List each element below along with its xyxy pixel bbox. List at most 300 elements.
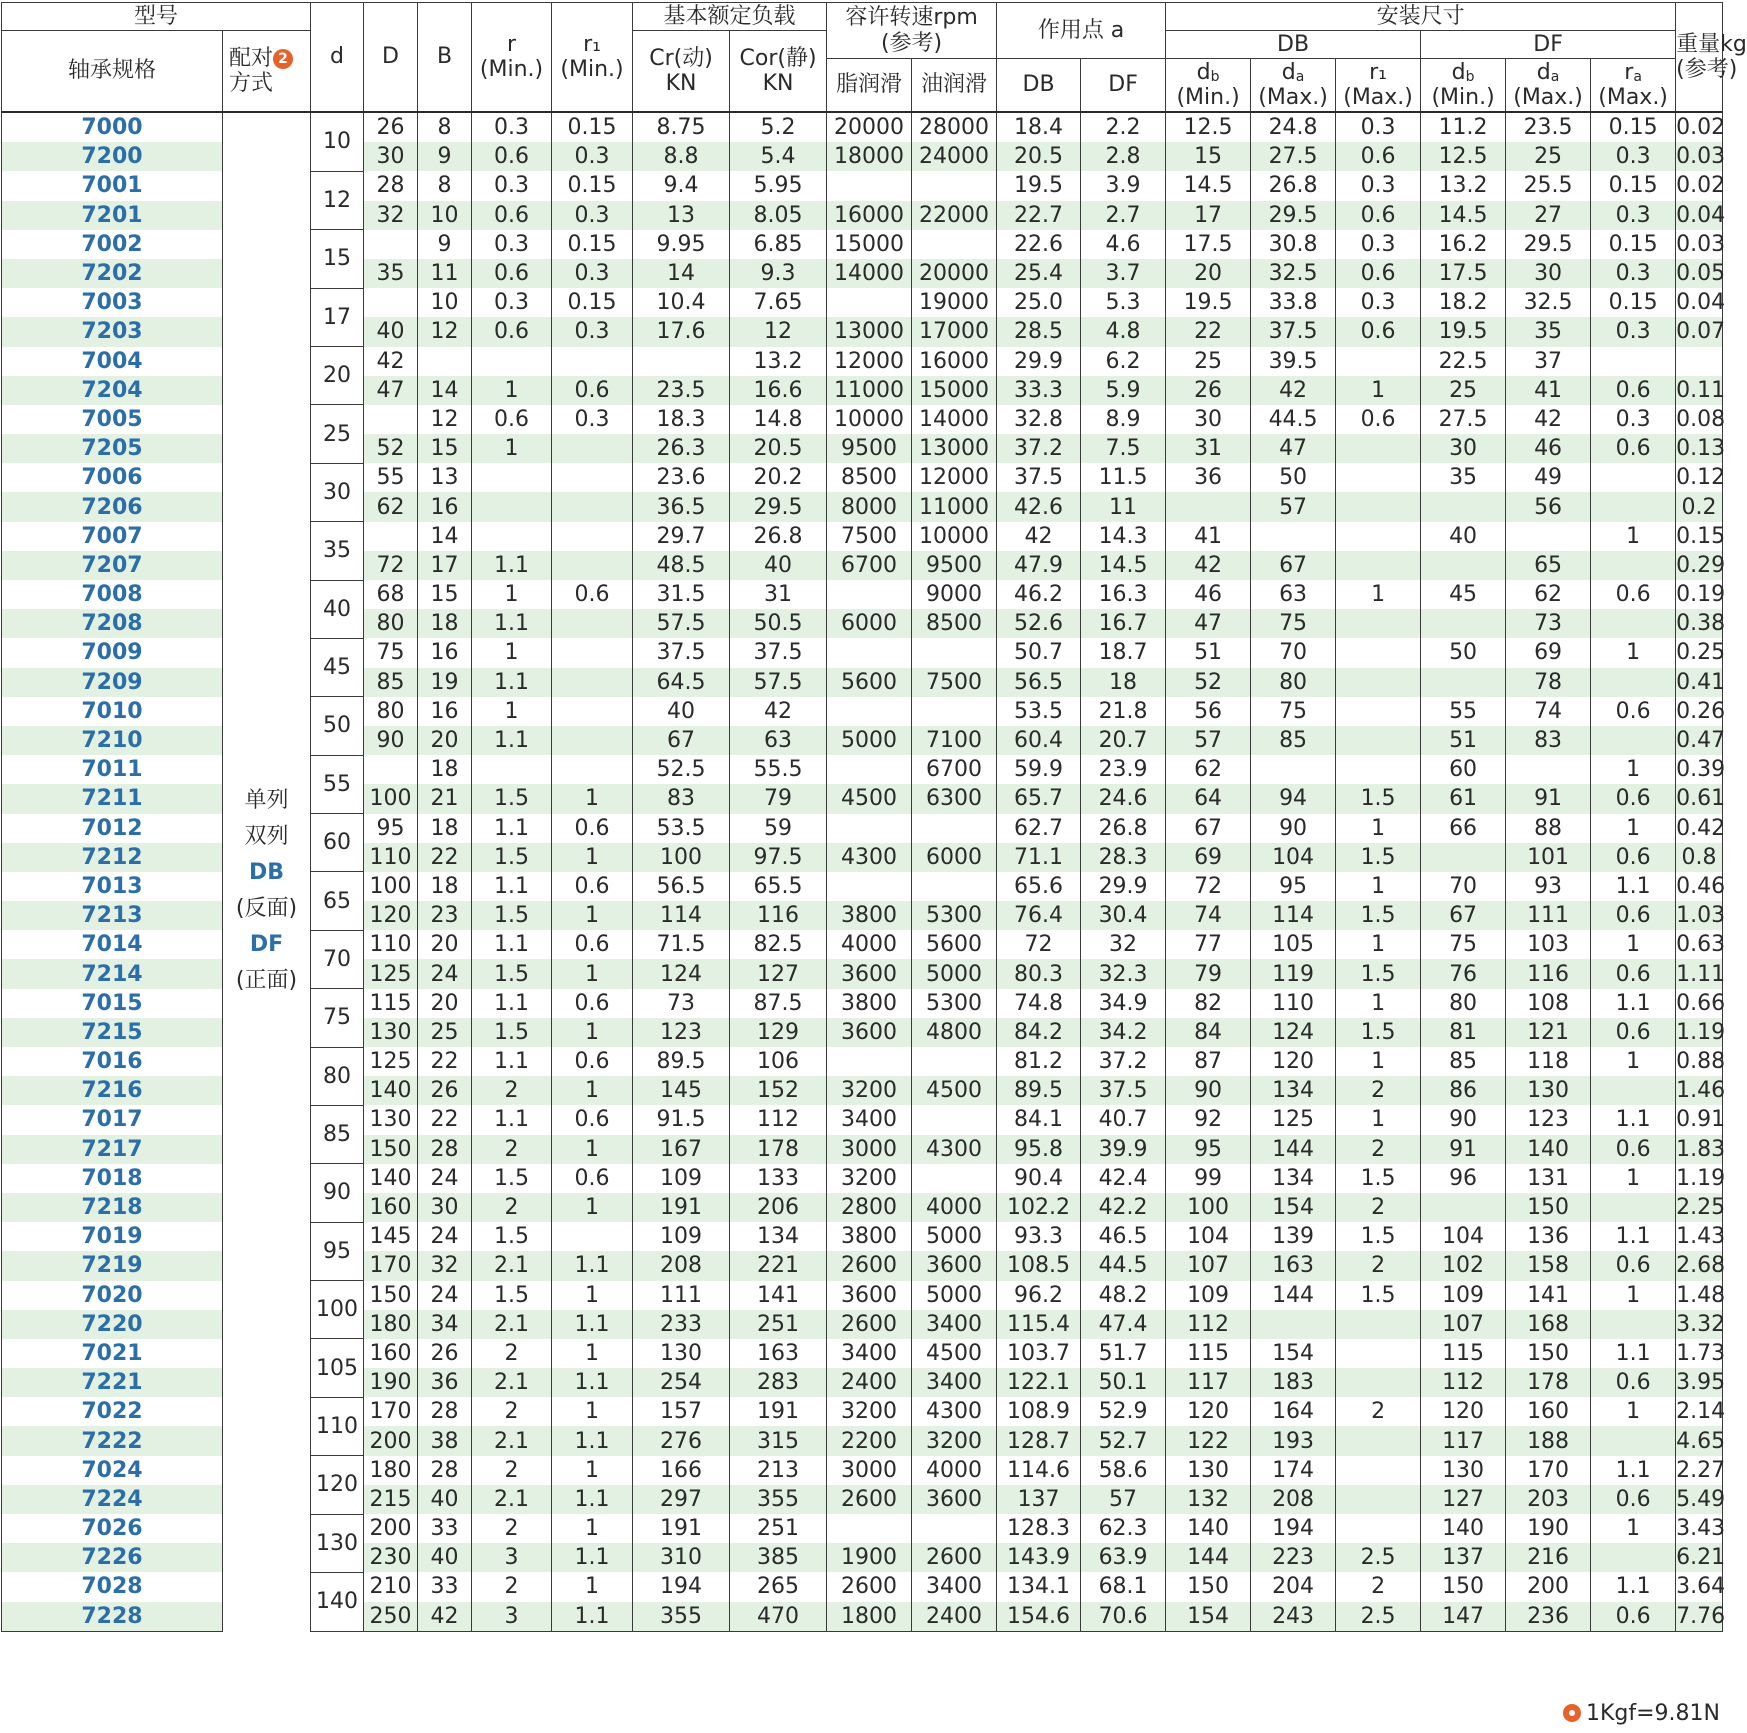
r1-cell: 1.1 — [552, 1310, 633, 1339]
cor-cell: 251 — [730, 1514, 827, 1543]
db-db-cell: 30 — [1166, 405, 1251, 434]
grease-speed-cell: 3800 — [827, 901, 912, 930]
oil-speed-cell: 2600 — [912, 1543, 997, 1572]
r-cell: 1.5 — [472, 959, 552, 988]
D-cell: 95 — [364, 814, 418, 843]
weight-cell: 0.91 — [1676, 1105, 1723, 1134]
weight-cell: 6.21 — [1676, 1543, 1723, 1572]
r1-cell: 1 — [552, 843, 633, 872]
db-da-cell: 183 — [1251, 1368, 1336, 1397]
a-df-cell: 18 — [1081, 668, 1166, 697]
df-da-cell: 23.5 — [1506, 112, 1591, 142]
db-da-cell: 134 — [1251, 1076, 1336, 1105]
a-db-cell: 137 — [997, 1485, 1081, 1514]
cor-cell: 16.6 — [730, 376, 827, 405]
B-cell: 20 — [418, 726, 472, 755]
cor-cell: 20.5 — [730, 434, 827, 463]
df-ra-cell: 1.1 — [1591, 1456, 1676, 1485]
weight-cell: 2.25 — [1676, 1193, 1723, 1222]
r-cell: 1.5 — [472, 784, 552, 813]
db-da-header: da (Max.) — [1251, 59, 1336, 113]
a-db-cell: 37.5 — [997, 463, 1081, 492]
grease-speed-cell — [827, 288, 912, 317]
db-db-cell: 117 — [1166, 1368, 1251, 1397]
model-cell: 7015 — [2, 989, 223, 1018]
cor-cell: 65.5 — [730, 872, 827, 901]
db-da-cell: 90 — [1251, 814, 1336, 843]
db-r1-cell: 1.5 — [1336, 1018, 1421, 1047]
a-db-cell: 84.1 — [997, 1105, 1081, 1134]
D-cell: 140 — [364, 1164, 418, 1193]
db-db-cell: 15 — [1166, 142, 1251, 171]
model-cell: 7205 — [2, 434, 223, 463]
r1-cell: 0.3 — [552, 317, 633, 346]
B-cell: 24 — [418, 1164, 472, 1193]
cr-cell: 37.5 — [633, 638, 730, 667]
df-ra-cell: 0.6 — [1591, 1018, 1676, 1047]
db-da-cell: 125 — [1251, 1105, 1336, 1134]
cor-cell: 470 — [730, 1602, 827, 1632]
db-r1-cell: 2.5 — [1336, 1602, 1421, 1632]
D-cell: 180 — [364, 1310, 418, 1339]
grease-speed-cell: 2400 — [827, 1368, 912, 1397]
weight-cell: 0.88 — [1676, 1047, 1723, 1076]
B-cell: 22 — [418, 843, 472, 872]
weight-cell: 1.48 — [1676, 1281, 1723, 1310]
db-r1-cell: 0.3 — [1336, 230, 1421, 259]
oil-speed-cell — [912, 1105, 997, 1134]
r-cell: 2.1 — [472, 1368, 552, 1397]
B-cell: 20 — [418, 989, 472, 1018]
D-cell: 130 — [364, 1105, 418, 1134]
a-df-cell: 4.8 — [1081, 317, 1166, 346]
a-df-cell: 46.5 — [1081, 1222, 1166, 1251]
B-cell: 40 — [418, 1543, 472, 1572]
a-df-cell: 26.8 — [1081, 814, 1166, 843]
model-cell: 7219 — [2, 1251, 223, 1280]
df-ra-cell: 1 — [1591, 1164, 1676, 1193]
db-da-cell: 144 — [1251, 1135, 1336, 1164]
grease-speed-cell: 18000 — [827, 142, 912, 171]
D-cell: 125 — [364, 959, 418, 988]
cr-cell: 23.5 — [633, 376, 730, 405]
r-cell — [472, 347, 552, 376]
D-cell: 32 — [364, 201, 418, 230]
model-cell: 7017 — [2, 1105, 223, 1134]
db-db-cell — [1166, 492, 1251, 521]
a-db-cell: 60.4 — [997, 726, 1081, 755]
cr-cell: 31.5 — [633, 580, 730, 609]
db-r1-cell — [1336, 492, 1421, 521]
a-db-cell: 74.8 — [997, 989, 1081, 1018]
cr-cell: 355 — [633, 1602, 730, 1632]
r1-cell: 1 — [552, 1018, 633, 1047]
grease-speed-cell: 2600 — [827, 1485, 912, 1514]
D-cell: 125 — [364, 1047, 418, 1076]
oil-speed-cell: 9000 — [912, 580, 997, 609]
df-da-cell: 170 — [1506, 1456, 1591, 1485]
oil-speed-cell: 3600 — [912, 1251, 997, 1280]
oil-speed-cell — [912, 1047, 997, 1076]
db-da-cell: 75 — [1251, 609, 1336, 638]
grease-speed-cell: 10000 — [827, 405, 912, 434]
cor-cell: 42 — [730, 697, 827, 726]
cor-cell: 59 — [730, 814, 827, 843]
a-db-cell: 122.1 — [997, 1368, 1081, 1397]
db-r1-cell: 2 — [1336, 1193, 1421, 1222]
a-df-cell: 34.2 — [1081, 1018, 1166, 1047]
cr-cell: 233 — [633, 1310, 730, 1339]
db-da-cell: 105 — [1251, 930, 1336, 959]
db-r1-cell: 2 — [1336, 1251, 1421, 1280]
db-r1-cell: 1 — [1336, 1047, 1421, 1076]
db-r1-cell: 1.5 — [1336, 843, 1421, 872]
db-r1-cell: 0.6 — [1336, 317, 1421, 346]
df-da-cell: 140 — [1506, 1135, 1591, 1164]
db-db-cell: 17 — [1166, 201, 1251, 230]
cor-cell: 251 — [730, 1310, 827, 1339]
weight-cell: 0.47 — [1676, 726, 1723, 755]
db-da-cell: 144 — [1251, 1281, 1336, 1310]
grease-speed-cell: 3000 — [827, 1456, 912, 1485]
pair-mode-df-label: (正面) — [235, 968, 298, 993]
weight-cell: 0.63 — [1676, 930, 1723, 959]
oil-speed-cell: 14000 — [912, 405, 997, 434]
df-db-cell: 22.5 — [1421, 347, 1506, 376]
db-da-cell: 163 — [1251, 1251, 1336, 1280]
weight-cell: 1.46 — [1676, 1076, 1723, 1105]
grease-speed-cell — [827, 755, 912, 784]
cr-cell: 67 — [633, 726, 730, 755]
df-da-cell: 35 — [1506, 317, 1591, 346]
a-db-cell: 128.7 — [997, 1426, 1081, 1455]
bore-d-cell: 110 — [311, 1397, 364, 1455]
df-da-cell: 32.5 — [1506, 288, 1591, 317]
cor-cell: 40 — [730, 551, 827, 580]
df-db-cell — [1421, 609, 1506, 638]
r1-cell — [552, 1222, 633, 1251]
model-cell: 7212 — [2, 843, 223, 872]
cor-cell: 163 — [730, 1339, 827, 1368]
a-db-cell: 28.5 — [997, 317, 1081, 346]
df-db-cell: 51 — [1421, 726, 1506, 755]
cor-cell: 5.4 — [730, 142, 827, 171]
df-da-cell: 136 — [1506, 1222, 1591, 1251]
db-db-cell: 47 — [1166, 609, 1251, 638]
df-da-cell: 150 — [1506, 1339, 1591, 1368]
model-cell: 7013 — [2, 872, 223, 901]
df-ra-cell — [1591, 609, 1676, 638]
df-da-cell: 83 — [1506, 726, 1591, 755]
cr-cell: 13 — [633, 201, 730, 230]
cor-cell: 12 — [730, 317, 827, 346]
a-db-cell: 18.4 — [997, 112, 1081, 142]
db-r1-cell: 1 — [1336, 989, 1421, 1018]
df-da-cell: 25.5 — [1506, 171, 1591, 200]
model-cell: 7214 — [2, 959, 223, 988]
r1-cell: 1 — [552, 901, 633, 930]
db-da-cell: 120 — [1251, 1047, 1336, 1076]
oil-speed-cell: 9500 — [912, 551, 997, 580]
oil-header: 油润滑 — [912, 59, 997, 113]
df-db-cell: 12.5 — [1421, 142, 1506, 171]
oil-speed-cell: 3400 — [912, 1368, 997, 1397]
r-cell: 1.1 — [472, 609, 552, 638]
db-db-cell: 150 — [1166, 1572, 1251, 1601]
df-ra-cell: 1.1 — [1591, 872, 1676, 901]
cr-cell: 111 — [633, 1281, 730, 1310]
d-header: d — [311, 3, 364, 113]
weight-cell: 0.2 — [1676, 492, 1723, 521]
D-cell — [364, 288, 418, 317]
D-cell: 250 — [364, 1602, 418, 1632]
cr-cell: 26.3 — [633, 434, 730, 463]
cor-header: Cor(静) KN — [730, 31, 827, 113]
df-ra-cell: 1 — [1591, 522, 1676, 551]
r1-cell: 0.6 — [552, 376, 633, 405]
D-cell: 160 — [364, 1193, 418, 1222]
B-cell: 28 — [418, 1397, 472, 1426]
r-header: r (Min.) — [472, 3, 552, 113]
model-cell: 7007 — [2, 522, 223, 551]
db-da-cell: 154 — [1251, 1193, 1336, 1222]
weight-cell: 2.14 — [1676, 1397, 1723, 1426]
a-db-cell: 93.3 — [997, 1222, 1081, 1251]
pair-mode-df: DF — [249, 932, 284, 957]
cor-cell: 5.95 — [730, 171, 827, 200]
db-r1-cell: 0.3 — [1336, 112, 1421, 142]
db-r1-cell: 1.5 — [1336, 1222, 1421, 1251]
db-r1-cell: 1 — [1336, 580, 1421, 609]
db-db-cell: 82 — [1166, 989, 1251, 1018]
B-cell: 33 — [418, 1572, 472, 1601]
db-da-cell: 30.8 — [1251, 230, 1336, 259]
a-db-cell: 108.9 — [997, 1397, 1081, 1426]
grease-speed-cell: 3000 — [827, 1135, 912, 1164]
cor-cell: 55.5 — [730, 755, 827, 784]
pair-mode-cell — [223, 112, 311, 1631]
df-db-cell: 80 — [1421, 989, 1506, 1018]
df-da-cell: 91 — [1506, 784, 1591, 813]
r-cell: 1 — [472, 638, 552, 667]
df-ra-cell: 0.6 — [1591, 1368, 1676, 1397]
df-da-cell: 130 — [1506, 1076, 1591, 1105]
D-cell: 145 — [364, 1222, 418, 1251]
df-ra-cell: 0.3 — [1591, 201, 1676, 230]
a-df-cell: 39.9 — [1081, 1135, 1166, 1164]
df-db-cell: 17.5 — [1421, 259, 1506, 288]
model-cell: 7014 — [2, 930, 223, 959]
db-db-cell: 140 — [1166, 1514, 1251, 1543]
model-cell: 7000 — [2, 112, 223, 142]
r-cell: 1 — [472, 434, 552, 463]
db-db-cell: 46 — [1166, 580, 1251, 609]
grease-speed-cell: 11000 — [827, 376, 912, 405]
df-da-cell: 42 — [1506, 405, 1591, 434]
B-cell: 24 — [418, 959, 472, 988]
db-db-cell: 95 — [1166, 1135, 1251, 1164]
table-header — [2, 3, 1747, 113]
db-r1-cell: 0.3 — [1336, 288, 1421, 317]
oil-speed-cell — [912, 1164, 997, 1193]
weight-cell: 0.03 — [1676, 230, 1723, 259]
model-cell: 7221 — [2, 1368, 223, 1397]
cr-header: Cr(动) KN — [633, 31, 730, 113]
weight-cell: 0.08 — [1676, 405, 1723, 434]
a-db-cell: 20.5 — [997, 142, 1081, 171]
df-ra-cell: 0.6 — [1591, 434, 1676, 463]
df-da-cell: 93 — [1506, 872, 1591, 901]
grease-speed-cell: 13000 — [827, 317, 912, 346]
r1-cell — [552, 347, 633, 376]
cor-cell: 178 — [730, 1135, 827, 1164]
df-ra-cell: 0.3 — [1591, 142, 1676, 171]
r1-cell — [552, 755, 633, 784]
weight-cell: 0.26 — [1676, 697, 1723, 726]
grease-speed-cell: 5600 — [827, 668, 912, 697]
weight-header: 重量kg (参考) — [1676, 3, 1723, 113]
cor-cell: 14.8 — [730, 405, 827, 434]
a-db-cell: 95.8 — [997, 1135, 1081, 1164]
db-da-cell: 29.5 — [1251, 201, 1336, 230]
df-ra-cell: 1 — [1591, 1281, 1676, 1310]
db-r1-cell — [1336, 463, 1421, 492]
B-cell: 23 — [418, 901, 472, 930]
cor-cell: 63 — [730, 726, 827, 755]
a-db-cell: 22.6 — [997, 230, 1081, 259]
B-cell: 19 — [418, 668, 472, 697]
model-cell: 7026 — [2, 1514, 223, 1543]
a-db-cell: 22.7 — [997, 201, 1081, 230]
db-da-cell: 47 — [1251, 434, 1336, 463]
cr-cell: 64.5 — [633, 668, 730, 697]
weight-cell: 0.12 — [1676, 463, 1723, 492]
B-cell: 8 — [418, 112, 472, 142]
a-db-cell: 108.5 — [997, 1251, 1081, 1280]
D-cell: 160 — [364, 1339, 418, 1368]
df-da-cell: 203 — [1506, 1485, 1591, 1514]
cr-cell: 130 — [633, 1339, 730, 1368]
r1-cell: 0.3 — [552, 142, 633, 171]
cr-cell: 100 — [633, 843, 730, 872]
D-cell: 190 — [364, 1368, 418, 1397]
db-db-cell: 84 — [1166, 1018, 1251, 1047]
df-db-header: db (Min.) — [1421, 59, 1506, 113]
cor-cell: 37.5 — [730, 638, 827, 667]
oil-speed-cell: 10000 — [912, 522, 997, 551]
db-db-cell: 25 — [1166, 347, 1251, 376]
df-db-cell: 27.5 — [1421, 405, 1506, 434]
grease-speed-cell: 9500 — [827, 434, 912, 463]
r-cell: 1 — [472, 697, 552, 726]
r1-cell: 1.1 — [552, 1426, 633, 1455]
df-ra-cell — [1591, 668, 1676, 697]
D-cell — [364, 230, 418, 259]
df-da-cell: 150 — [1506, 1193, 1591, 1222]
B-cell: 11 — [418, 259, 472, 288]
a-db-cell: 50.7 — [997, 638, 1081, 667]
oil-speed-cell: 4800 — [912, 1018, 997, 1047]
db-da-cell: 95 — [1251, 872, 1336, 901]
grease-speed-cell: 14000 — [827, 259, 912, 288]
a-df-cell: 18.7 — [1081, 638, 1166, 667]
weight-cell: 2.27 — [1676, 1456, 1723, 1485]
cor-cell: 9.3 — [730, 259, 827, 288]
model-cell: 7008 — [2, 580, 223, 609]
oil-speed-cell: 3200 — [912, 1426, 997, 1455]
grease-speed-cell: 3600 — [827, 959, 912, 988]
db-db-cell: 17.5 — [1166, 230, 1251, 259]
bore-d-cell: 60 — [311, 814, 364, 872]
grease-speed-cell: 1900 — [827, 1543, 912, 1572]
a-db-header: DB — [997, 59, 1081, 113]
D-cell: 150 — [364, 1135, 418, 1164]
B-cell: 25 — [418, 1018, 472, 1047]
cor-cell: 315 — [730, 1426, 827, 1455]
D-cell — [364, 405, 418, 434]
r1-cell: 1 — [552, 1076, 633, 1105]
B-cell: 24 — [418, 1222, 472, 1251]
r1-cell: 0.3 — [552, 201, 633, 230]
df-ra-cell — [1591, 1193, 1676, 1222]
D-cell: 140 — [364, 1076, 418, 1105]
cor-cell: 355 — [730, 1485, 827, 1514]
D-cell: 85 — [364, 668, 418, 697]
r-cell: 0.6 — [472, 317, 552, 346]
db-r1-cell: 0.6 — [1336, 259, 1421, 288]
df-da-cell: 41 — [1506, 376, 1591, 405]
df-ra-cell: 0.6 — [1591, 784, 1676, 813]
r-cell: 0.3 — [472, 171, 552, 200]
df-ra-cell — [1591, 726, 1676, 755]
oil-speed-cell: 17000 — [912, 317, 997, 346]
a-df-cell: 20.7 — [1081, 726, 1166, 755]
df-ra-cell: 0.6 — [1591, 1485, 1676, 1514]
df-group-header: DF — [1421, 31, 1676, 59]
D-cell: 55 — [364, 463, 418, 492]
D-cell: 26 — [364, 112, 418, 142]
B-cell: 12 — [418, 317, 472, 346]
a-db-cell: 53.5 — [997, 697, 1081, 726]
df-ra-cell: 1 — [1591, 1514, 1676, 1543]
bore-d-cell: 20 — [311, 347, 364, 405]
load-group-header: 基本额定负载 — [633, 3, 827, 31]
cor-cell: 116 — [730, 901, 827, 930]
model-cell: 7228 — [2, 1602, 223, 1632]
a-df-cell: 3.9 — [1081, 171, 1166, 200]
a-df-cell: 44.5 — [1081, 1251, 1166, 1280]
df-db-cell: 11.2 — [1421, 112, 1506, 142]
db-db-cell: 64 — [1166, 784, 1251, 813]
df-db-cell: 137 — [1421, 1543, 1506, 1572]
weight-cell: 3.64 — [1676, 1572, 1723, 1601]
df-da-cell — [1506, 522, 1591, 551]
r1-cell: 0.15 — [552, 230, 633, 259]
grease-speed-cell — [827, 872, 912, 901]
a-db-cell: 103.7 — [997, 1339, 1081, 1368]
oil-speed-cell — [912, 814, 997, 843]
df-db-cell: 96 — [1421, 1164, 1506, 1193]
B-cell: 28 — [418, 1135, 472, 1164]
model-cell: 7012 — [2, 814, 223, 843]
bore-d-cell: 25 — [311, 405, 364, 463]
D-cell: 170 — [364, 1397, 418, 1426]
model-cell: 7001 — [2, 171, 223, 200]
r-cell: 0.3 — [472, 230, 552, 259]
model-cell: 7201 — [2, 201, 223, 230]
bore-d-cell: 105 — [311, 1339, 364, 1397]
db-da-cell: 26.8 — [1251, 171, 1336, 200]
